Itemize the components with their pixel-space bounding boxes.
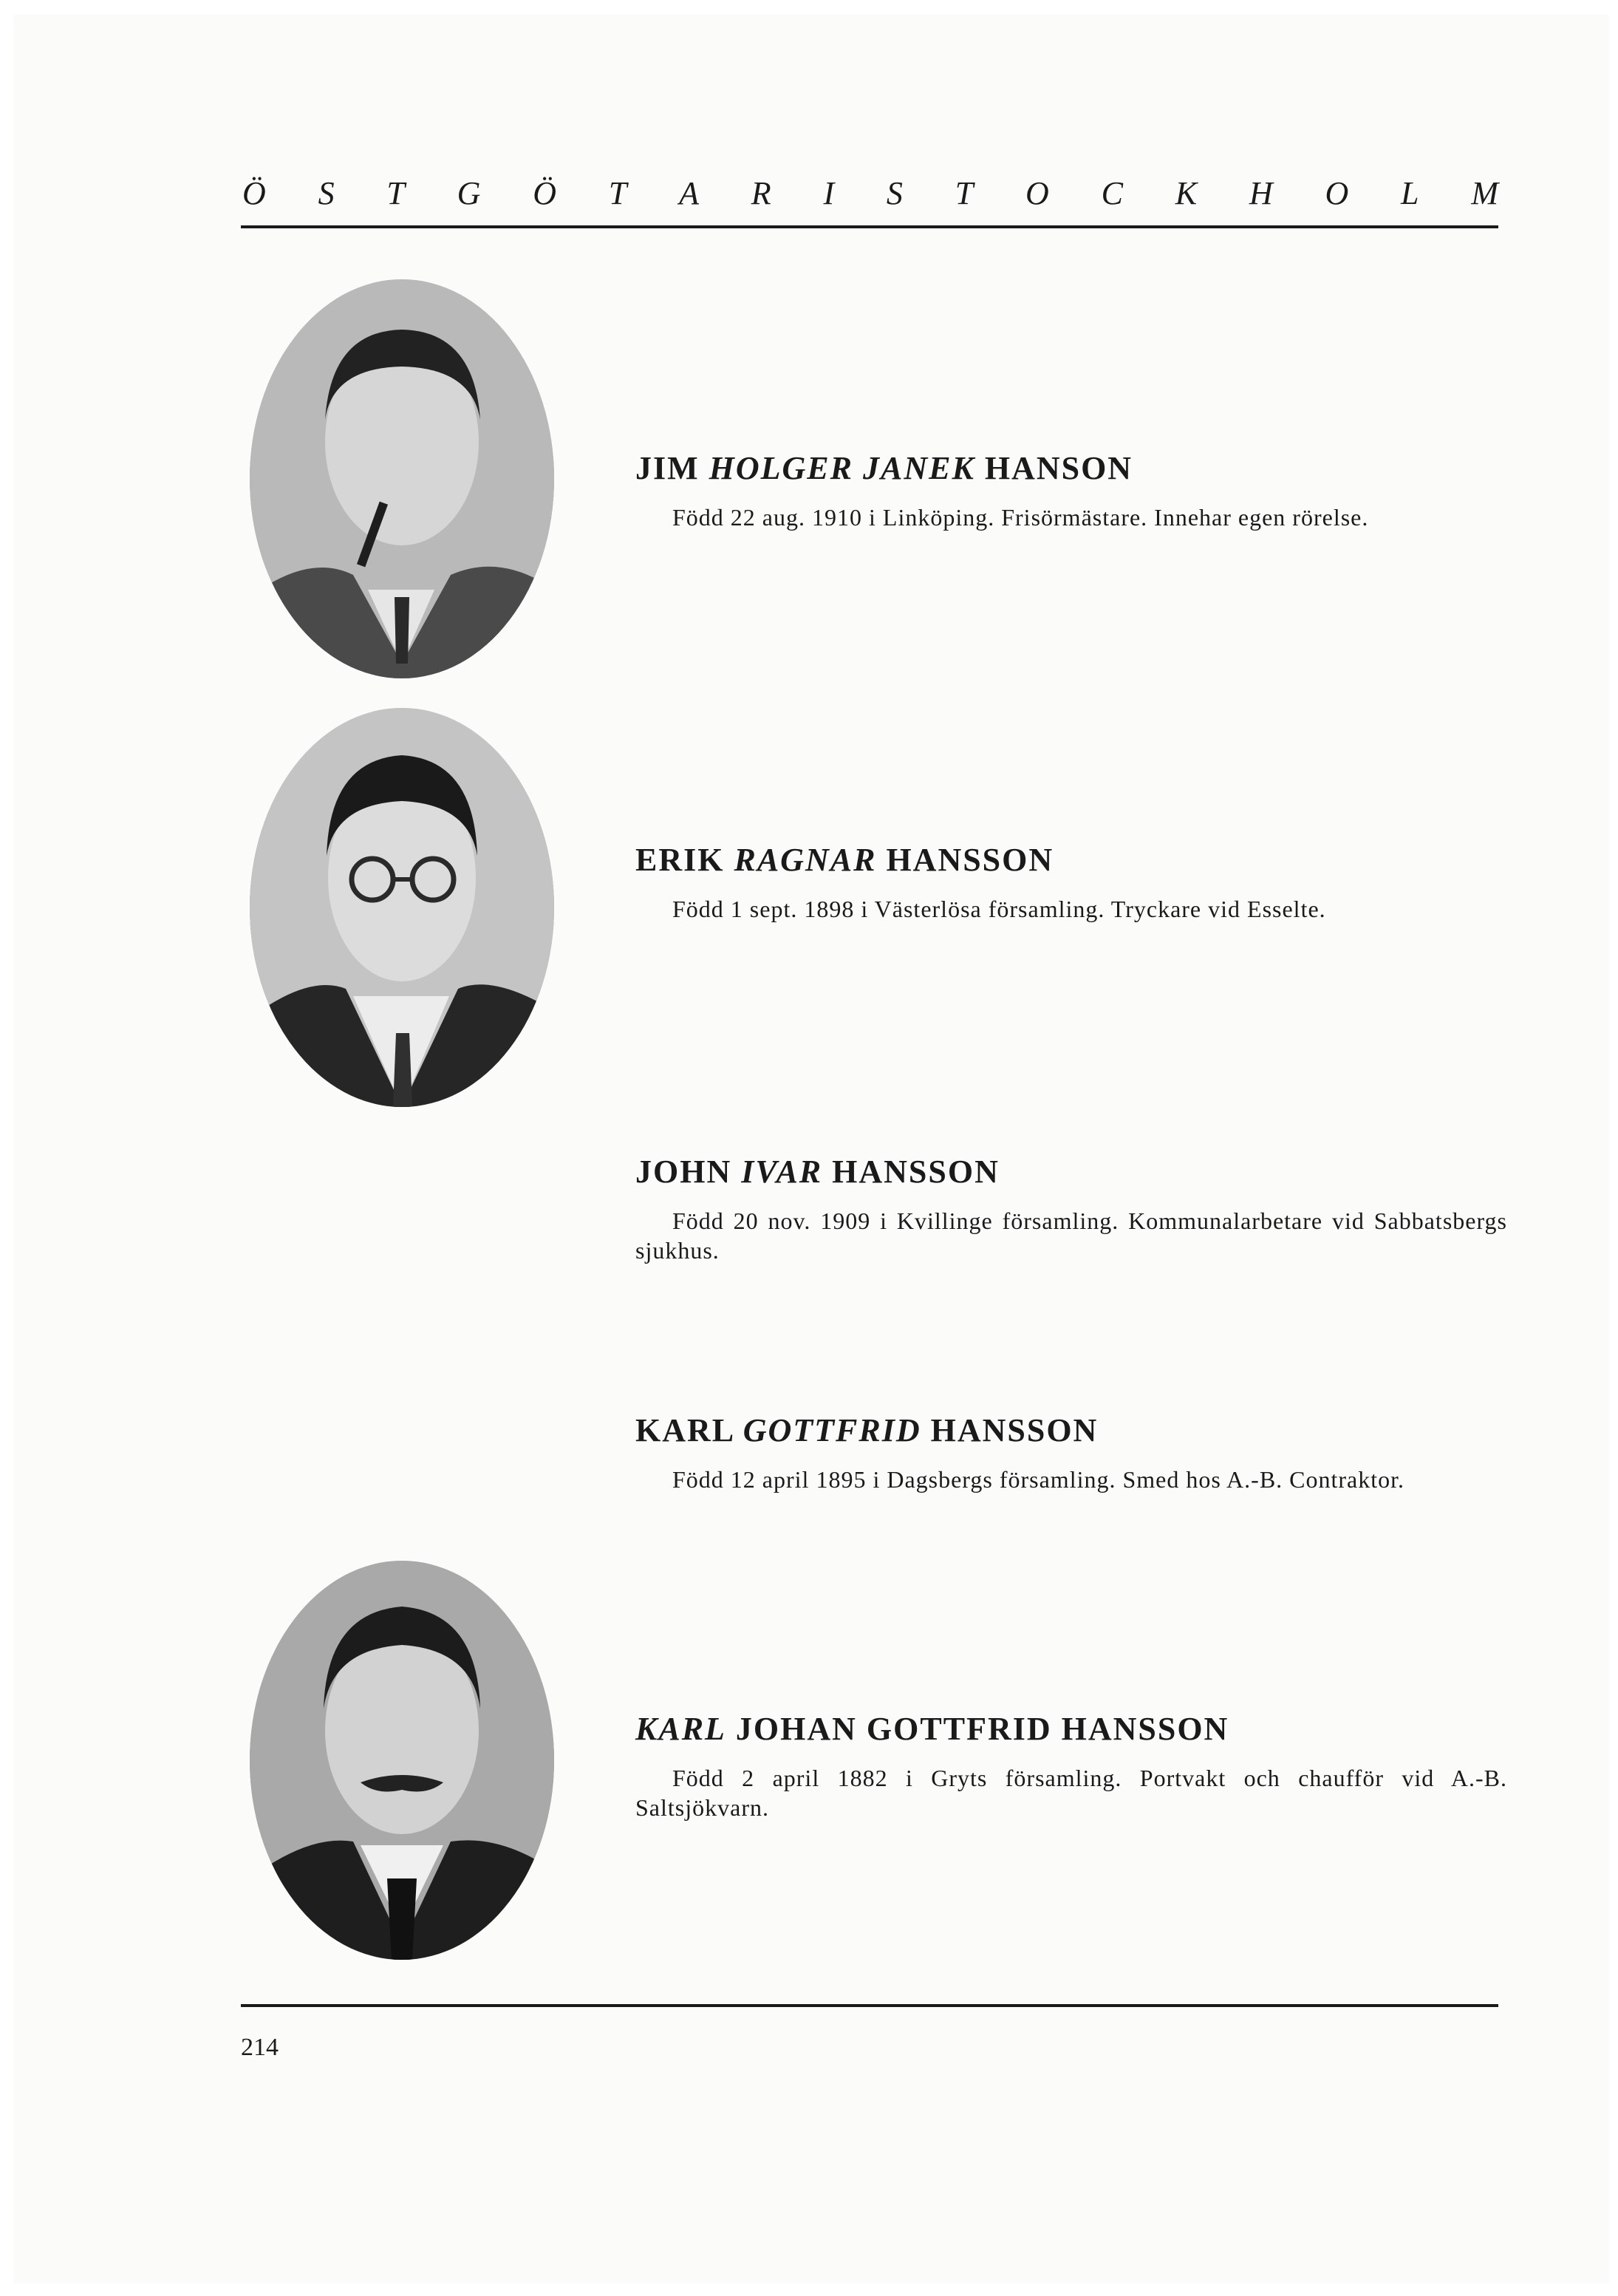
running-head-letter: C <box>1101 175 1123 211</box>
running-head-letter: Ö <box>533 175 557 211</box>
running-head-letter: I <box>823 175 835 211</box>
entry-name: KARL JOHAN GOTTFRID HANSSON <box>635 1711 1229 1747</box>
entry-name: JIM HOLGER JANEK HANSON <box>635 450 1133 486</box>
running-head-letter: R <box>751 175 771 211</box>
running-head-letter: Ö <box>242 175 266 211</box>
running-head-letter: T <box>955 175 974 211</box>
entry-jim-holger-janek-hanson <box>635 451 1507 532</box>
running-head-letter: S <box>886 175 903 211</box>
entry-name: ERIK RAGNAR HANSSON <box>635 842 1054 878</box>
portrait-photo <box>250 708 554 1107</box>
entry-karl-johan-gottfrid-hansson <box>635 1711 1507 1822</box>
running-head-letter: O <box>1025 175 1049 211</box>
running-head-letter: L <box>1401 175 1419 211</box>
running-head-letter: O <box>1325 175 1349 211</box>
entry-biography: Född 22 aug. 1910 i Linköping. Frisörmästare. Innehar egen rörelse. <box>672 504 1369 531</box>
running-head-letter: T <box>608 175 627 211</box>
running-head-letter: T <box>386 175 405 211</box>
entry-biography: Född 12 april 1895 i Dagsbergs församling. Smed hos A.-B. Contraktor. <box>672 1466 1405 1493</box>
page-number: 214 <box>241 2034 279 2061</box>
entry-erik-ragnar-hansson <box>635 842 1507 924</box>
entry-biography: Född 20 nov. 1909 i Kvillinge församling. Kommunalarbetare vid Sabbatsbergs sjukhus. <box>635 1207 1507 1264</box>
running-head-letter: K <box>1175 175 1198 211</box>
running-head-letter: A <box>679 175 699 211</box>
footer-rule <box>241 2004 1498 2007</box>
portrait-photo <box>250 279 554 678</box>
entry-biography: Född 2 april 1882 i Gryts församling. Portvakt och chaufför vid A.-B. Saltsjökvarn. <box>635 1765 1507 1822</box>
header-rule <box>241 225 1498 228</box>
entry-name: JOHN IVAR HANSSON <box>635 1154 1000 1190</box>
running-head-letter: M <box>1471 175 1498 211</box>
entry-karl-gottfrid-hansson <box>635 1413 1507 1494</box>
entry-name: KARL GOTTFRID HANSSON <box>635 1412 1099 1448</box>
book-page <box>13 15 1609 2283</box>
running-head-letter: G <box>457 175 481 211</box>
entry-biography: Född 1 sept. 1898 i Västerlösa församling. Tryckare vid Esselte. <box>672 896 1326 923</box>
entry-john-ivar-hansson <box>635 1154 1507 1265</box>
running-head <box>242 174 1498 212</box>
running-head-letter: H <box>1249 175 1273 211</box>
running-head-letter: S <box>318 175 335 211</box>
portrait-photo <box>250 1561 554 1960</box>
